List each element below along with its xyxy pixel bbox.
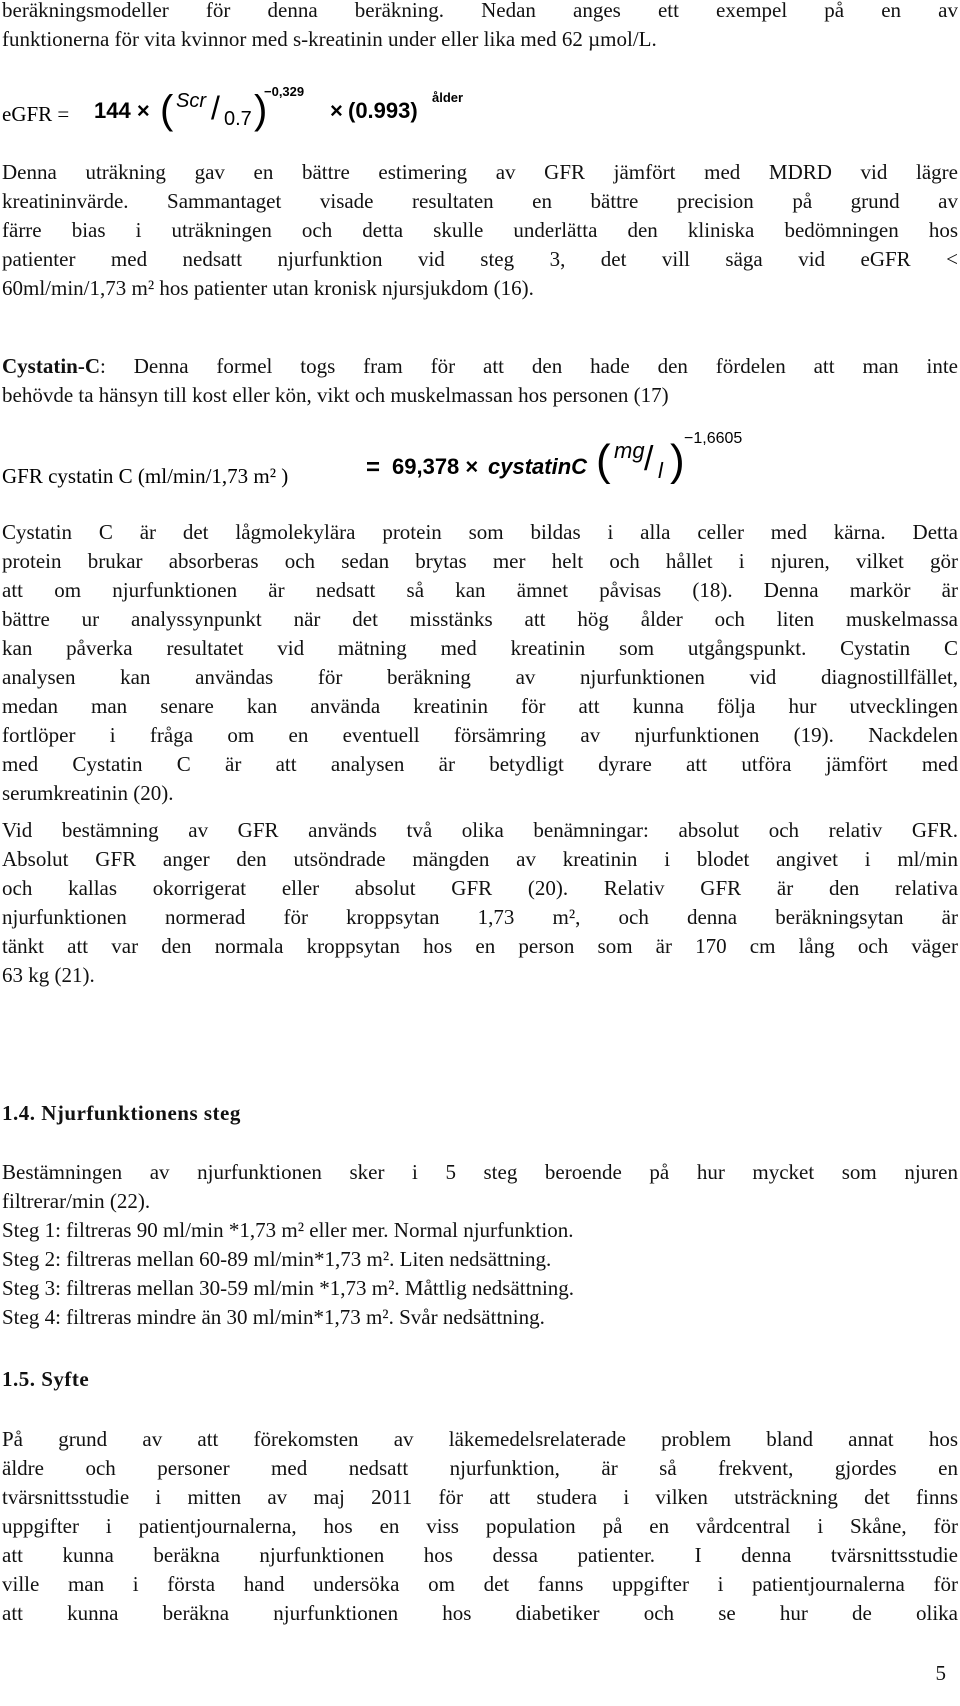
gfr-paragraph xyxy=(2,816,958,990)
section-heading: 1.5. Syfte xyxy=(2,1367,90,1391)
paren-right: ) xyxy=(254,88,268,132)
text-line: serumkreatinin (20). xyxy=(2,781,174,805)
text-line: medan man senare kan använda kreatinin för att kunna följa hur utvecklingen xyxy=(2,694,958,718)
mdrd-paragraph xyxy=(2,158,958,303)
paren-right: ) xyxy=(670,436,685,485)
text-line: 60ml/min/1,73 m² hos patienter utan kronisk njursjukdom (16). xyxy=(2,276,534,300)
paren-left: ( xyxy=(160,88,174,132)
cystatin-formula xyxy=(2,430,762,490)
text-line: beräkningsmodeller för denna beräkning. Nedan anges ett exempel på en av xyxy=(2,0,958,22)
text-line: Steg 1: filtreras 90 ml/min *1,73 m² eller mer. Normal njurfunktion. xyxy=(2,1218,574,1242)
term-cystatin-c: Cystatin-C xyxy=(2,354,100,378)
text-line: bättre ur analyssynpunkt när det misstänks att hög ålder och liten muskelmassa xyxy=(2,607,958,631)
text-line: med Cystatin C är att analysen är betydligt dyrare att utföra jämfört med xyxy=(2,752,958,776)
text-line: tänkt att var den normala kroppsytan hos en person som är 170 cm lång och väger xyxy=(2,934,958,958)
text-line: Steg 2: filtreras mellan 60-89 ml/min*1,73 m². Liten nedsättning. xyxy=(2,1247,552,1271)
text-line xyxy=(2,352,958,381)
formula-times: × xyxy=(330,98,343,123)
page-number: 5 xyxy=(935,1661,946,1685)
text-line: Steg 4: filtreras mindre än 30 ml/min*1,73 m². Svår nedsättning. xyxy=(2,1305,545,1329)
text-line: Cystatin C är det lågmolekylära protein som bildas i alla celler med kärna. Detta xyxy=(2,520,958,544)
text-line: funktionerna för vita kvinnor med s-kreatinin under eller lika med 62 µmol/L. xyxy=(2,27,657,51)
text-line: patienter med nedsatt njurfunktion vid steg 3, det vill säga vid eGFR < xyxy=(2,247,958,271)
text-fragment: : Denna formel togs fram för att den hade den fördelen att man inte xyxy=(100,354,958,378)
text-line: 63 kg (21). xyxy=(2,963,95,987)
formula-variable: cystatinC xyxy=(488,454,588,479)
text-line: behövde ta hänsyn till kost eller kön, vikt och muskelmassan hos personen (17) xyxy=(2,383,669,407)
text-line: äldre och personer med nedsatt njurfunktion, är så frekvent, gjordes en xyxy=(2,1456,958,1480)
text-line: njurfunktionen normerad för kroppsytan 1,73 m², och denna beräkningsytan är xyxy=(2,905,958,929)
text-line: Absolut GFR anger den utsöndrade mängden av kreatinin i blodet angivet i ml/min xyxy=(2,847,958,871)
text-line: filtrerar/min (22). xyxy=(2,1189,151,1213)
text-line: att om njurfunktionen är nedsatt så kan ämnet påvisas (18). Denna markör är xyxy=(2,578,958,602)
formula-exponent: −0,329 xyxy=(264,84,305,99)
fraction-slash: / xyxy=(644,440,654,478)
text-line: ville man i första hand undersöka om det fanns uppgifter i patientjournalerna för xyxy=(2,1572,958,1596)
formula-exponent: −1,6605 xyxy=(684,430,743,447)
formula-lhs: eGFR = xyxy=(2,102,70,126)
text-line: att kunna beräkna njurfunktionen hos diabetiker och se hur de olika xyxy=(2,1601,958,1625)
formula-base: (0.993) xyxy=(348,98,418,123)
text-line: Vid bestämning av GFR används två olika benämningar: absolut och relativ GFR. xyxy=(2,818,958,842)
formula-coefficient: 69,378 × xyxy=(392,454,479,479)
intro-paragraph xyxy=(2,0,958,54)
formula-exponent-age: ålder xyxy=(432,90,464,105)
formula-equals: = xyxy=(366,454,381,481)
cystatin-description-paragraph xyxy=(2,518,958,808)
text-line: fortlöper i fråga om en eventuell försämring av njurfunktionen (19). Nackdelen xyxy=(2,723,958,747)
text-line: att kunna beräkna njurfunktionen hos dessa patienter. I denna tvärsnittsstudie xyxy=(2,1543,958,1567)
text-line: tvärsnittsstudie i mitten av maj 2011 för att studera i vilken utsträckning det finns xyxy=(2,1485,958,1509)
formula-numerator: mg xyxy=(614,438,645,463)
text-line: På grund av att förekomsten av läkemedelsrelaterade problem bland annat hos xyxy=(2,1427,958,1451)
text-line: färre bias i uträkningen och detta skulle underlätta den kliniska bedömningen hos xyxy=(2,218,958,242)
cystatin-intro-paragraph xyxy=(2,352,958,410)
text-line: analysen kan användas för beräkning av njurfunktionen vid diagnostillfället, xyxy=(2,665,958,689)
text-line: kreatininvärde. Sammantaget visade resultaten en bättre precision på grund av xyxy=(2,189,958,213)
text-line: Steg 3: filtreras mellan 30-59 ml/min *1,73 m². Måttlig nedsättning. xyxy=(2,1276,575,1300)
text-line: uppgifter i patientjournalerna, hos en viss population på en vårdcentral i Skåne, för xyxy=(2,1514,958,1538)
fraction-slash: / xyxy=(211,90,220,126)
text-line: Bestämningen av njurfunktionen sker i 5 steg beroende på hur mycket som njuren xyxy=(2,1160,958,1184)
text-line: protein brukar absorberas och sedan brytas mer helt och hållet i njuren, vilket gör xyxy=(2,549,958,573)
text-line: och kallas okorrigerat eller absolut GFR (20). Relativ GFR är den relativa xyxy=(2,876,958,900)
formula-lhs: GFR cystatin C (ml/min/1,73 m² ) xyxy=(2,464,289,488)
formula-denominator: 0.7 xyxy=(224,108,252,130)
steg-paragraph xyxy=(2,1158,958,1332)
text-line: kan påverka resultatet vid mätning med kreatinin som utgångspunkt. Cystatin C xyxy=(2,636,958,660)
formula-coefficient: 144 × xyxy=(94,98,150,123)
section-heading: 1.4. Njurfunktionens steg xyxy=(2,1101,241,1125)
formula-denominator: l xyxy=(658,458,663,483)
paren-left: ( xyxy=(596,436,611,485)
syfte-paragraph xyxy=(2,1425,958,1628)
text-line: Denna uträkning gav en bättre estimering av GFR jämfört med MDRD vid lägre xyxy=(2,160,958,184)
egfr-formula xyxy=(2,84,522,134)
formula-numerator: Scr xyxy=(176,90,206,112)
